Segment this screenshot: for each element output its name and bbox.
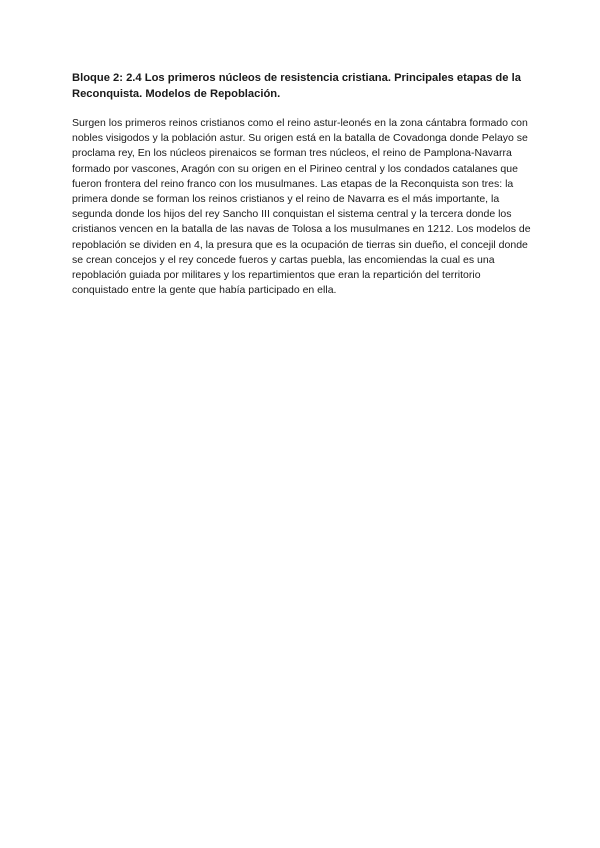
document-paragraph: Surgen los primeros reinos cristianos como el reino astur-leonés en la zona cántabra formado con nobles visigodos y la población astur. Su origen está en la batalla de Covadonga donde Pelayo se proclama rey, En los núcleos pirenaicos se forman tres núcleos, el reino de Pamplona-Navarra formado por vascones, Aragón con su origen en el Pirineo central y los condados catalanes que fueron frontera del reino franco con los musulmanes. Las etapas de la Reconquista son tres: la primera donde se forman los reinos cristianos y el reino de Navarra es el más importante, la segunda donde los hijos del rey Sancho III conquistan el sistema central y la tercera donde los cristianos vencen en la batalla de las navas de Tolosa a los musulmanes en 1212. Los modelos de repoblación se dividen en 4, la presura que es la ocupación de tierras sin dueño, el concejil donde se crean concejos y el rey concede fueros y cartas puebla, las encomiendas la cual es una repoblación guiada por militares y los repartimientos que eran la repartición del territorio conquistado entre la gente que había participado en ella. bbox=[72, 117, 531, 297]
document-title: Bloque 2: 2.4 Los primeros núcleos de resistencia cristiana. Principales etapas de la Reconquista. Modelos de Repoblación. bbox=[72, 72, 521, 100]
document-content bbox=[72, 70, 532, 298]
